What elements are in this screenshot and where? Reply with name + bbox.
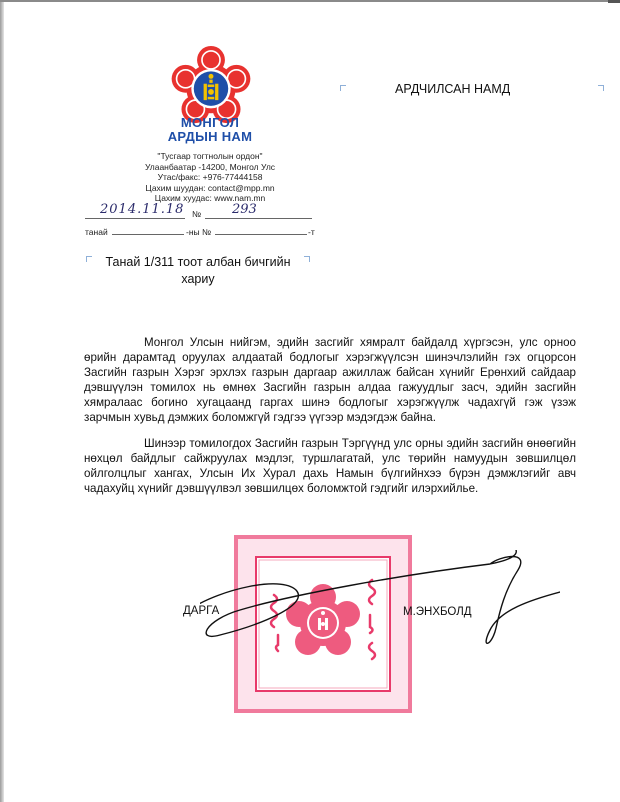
page-edge-top xyxy=(0,0,620,2)
your-ref-end-label: -т xyxy=(308,227,315,237)
contact-email: Цахим шуудан: contact@mpp.mn xyxy=(145,182,275,193)
letter-number: 293 xyxy=(232,202,257,217)
subject-bracket-right xyxy=(304,256,310,262)
date-underline xyxy=(85,218,185,219)
your-ref-label: танай xyxy=(85,227,108,237)
contact-city: Улаанбаатар -14200, Монгол Улс xyxy=(144,161,276,172)
subject xyxy=(98,254,298,288)
subject-line2: хариу xyxy=(181,272,215,286)
your-ref-date-underline xyxy=(112,234,184,235)
body-paragraph-1 xyxy=(84,335,576,425)
number-label: № xyxy=(192,209,202,219)
org-name-line2: АРДЫН НАМ xyxy=(167,129,253,144)
contact-website: Цахим хуудас: www.nam.mn xyxy=(154,193,266,203)
your-ref-number-label: -ны № xyxy=(186,227,212,237)
handwritten-signature xyxy=(200,550,560,660)
page-edge-corner xyxy=(608,0,620,3)
contact-address-name: "Тусгаар тогтнолын ордон" xyxy=(157,151,263,161)
paragraph-2-text: Шинээр томилогдох Засгийн газрын Тэргүүнд улс орны эдийн засгийн өнөөгийн нөхцөл байдлыг сайжруулах мэдлэг, туршлагатай, улс төрийн намуудын зөвшилцөл ойлголцлыг хангах, Улсын Их Хурал дахь Намын бүлгийнхээ бүрэн дэмжлэгийг авч чадахуйц хүнийг дэвшүүлвэл зөвшилцөх боломжтой гэдгийг илэрхийлье. xyxy=(84,437,576,495)
subject-bracket-left xyxy=(86,256,92,262)
recipient-bracket-left xyxy=(340,85,346,91)
org-name-line1: МОНГОЛ xyxy=(180,115,240,130)
contact-block xyxy=(120,151,300,204)
paragraph-1-text: Монгол Улсын нийгэм, эдийн засгийг хямралт байдалд хүргэсэн, улс орноо өрийн дарамтад оруулах алдаатай бодлогыг хэрэгжүүлсэн шинэчлэлийн гэх огцорсон Засгийн газрын Хэрэг эрхлэх газрын даргаар ажиллаж байсан хүнийг Ерөнхий сайдаар дэвшүүлэн томилох нь өмнөх Засгийн газрын алдаа гажуудлыг засч, эдийн засгийн хямралаас богино хугацаанд гаргах шинэ бодлогыг хэрэгжүүлж чадахгүй гэж үзэж зарчмын хувьд дэмжих боломжгүй гэдгээ үүгээр мэдэгдэж байна. xyxy=(84,336,576,424)
signatory-title: ДАРГА xyxy=(183,605,220,617)
signatory-name: М.ЭНХБОЛД xyxy=(403,606,472,618)
contact-phone: Утас/факс: +976-77444158 xyxy=(157,172,263,182)
number-underline xyxy=(205,218,312,219)
body-paragraph-2 xyxy=(84,436,576,496)
recipient: АРДЧИЛСАН НАМД xyxy=(395,82,511,96)
subject-line1: Танай 1/311 тоот албан бичгийн xyxy=(105,255,291,269)
your-ref-number-underline xyxy=(215,234,307,235)
org-name xyxy=(150,116,270,144)
page-edge-shadow xyxy=(0,0,4,802)
letter-date: 2014.11.18 xyxy=(100,202,185,217)
recipient-bracket-right xyxy=(598,85,604,91)
